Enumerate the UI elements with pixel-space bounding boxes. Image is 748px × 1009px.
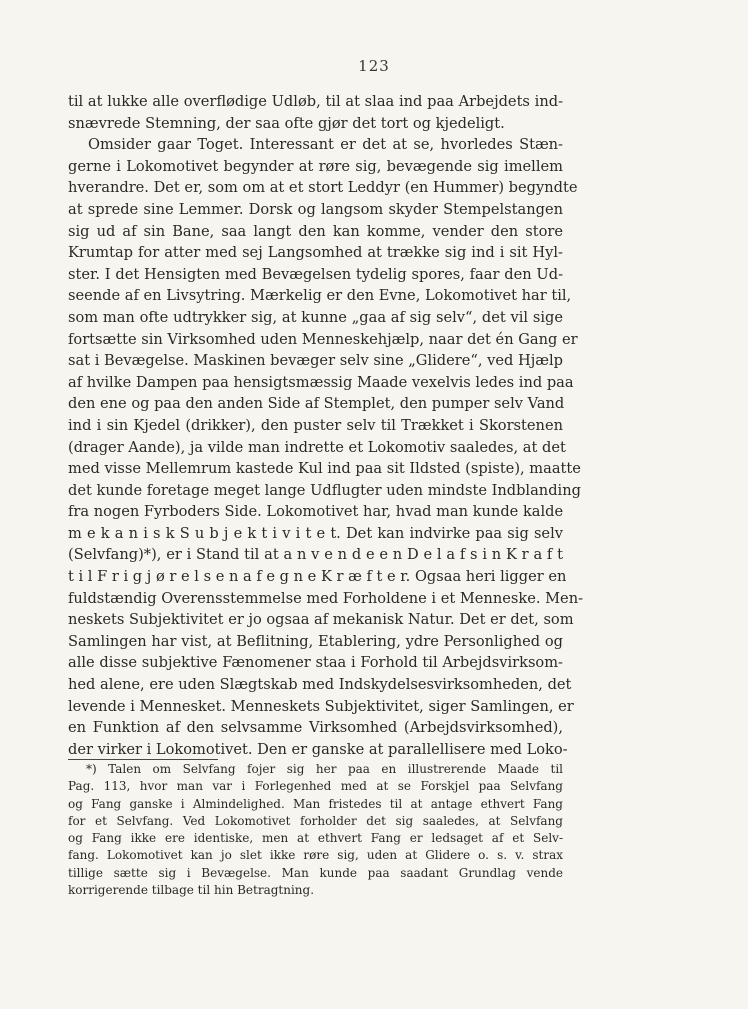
footnote-line: fang. Lokomotivet kan jo slet ikke røre sig, uden at Glidere o. s. v. strax [68, 848, 563, 863]
body-line: t i l F r i g j ø r e l s e n a f e g n e K r æ f t e r. Ogsaa heri ligger en [68, 568, 567, 586]
body-line: sig ud af sin Bane, saa langt den kan komme, vender den store [68, 222, 563, 240]
body-line: som man ofte udtrykker sig, at kunne „gaa af sig selv“, det vil sige [68, 308, 563, 326]
footnote-line: for et Selvfang. Ved Lokomotivet forholder det sig saaledes, at Selvfang [68, 813, 563, 828]
body-line: fra nogen Fyrboders Side. Lokomotivet har, hvad man kunde kalde [68, 503, 564, 521]
body-line: (Selvfang)*), er i Stand til at a n v e n d e e n D e l a f s i n K r a f t [68, 546, 563, 564]
body-line: seende af en Livsytring. Mærkelig er den Evne, Lokomotivet har til, [68, 287, 572, 305]
body-line: at sprede sine Lemmer. Dorsk og langsom skyder Stempelstangen [68, 200, 563, 218]
body-line: fortsætte sin Virksomhed uden Menneskehjælp, naar det én Gang er [68, 330, 578, 348]
body-line: en Funktion af den selvsamme Virksomhed (Arbejdsvirksomhed), [68, 719, 563, 737]
body-line: med visse Mellemrum kastede Kul ind paa sit Ildsted (spiste), maatte [68, 460, 581, 478]
body-line: Krumtap for atter med sej Langsomhed at trække sig ind i sit Hyl- [68, 244, 563, 262]
body-line: Samlingen har vist, at Beflitning, Etablering, ydre Personlighed og [68, 632, 563, 650]
footnote-divider [68, 759, 218, 760]
body-line: alle disse subjektive Fænomener staa i Forhold til Arbejdsvirksom- [68, 654, 563, 672]
body-line: hed alene, ere uden Slægtskab med Indskydelsesvirksomheden, det [68, 676, 572, 694]
body-line: der virker i Lokomotivet. Den er ganske at parallellisere med Loko- [68, 740, 568, 758]
footnotes [68, 761, 563, 899]
body-line: snævrede Stemning, der saa ofte gjør det tort og kjedeligt. [68, 114, 505, 132]
body-line: neskets Subjektivitet er jo ogsaa af mekanisk Natur. Det er det, som [68, 611, 574, 629]
body-line: Omsider gaar Toget. Interessant er det at se, hvorledes Stæn- [88, 136, 563, 154]
body-line: hverandre. Det er, som om at et stort Leddyr (en Hummer) begyndte [68, 179, 578, 197]
body-line: af hvilke Dampen paa hensigtsmæssig Maade vexelvis ledes ind paa [68, 373, 574, 391]
footnote-line: tillige sætte sig i Bevægelse. Man kunde paa saadant Grundlag vende [68, 865, 563, 880]
footnote-line: *) Talen om Selvfang fojer sig her paa en illustrerende Maade til [86, 762, 563, 776]
body-line: levende i Mennesket. Menneskets Subjektivitet, siger Samlingen, er [68, 697, 574, 715]
body-line: sat i Bevægelse. Maskinen bevæger selv sine „Glidere“, ved Hjælp [68, 352, 563, 370]
body-line: m e k a n i s k S u b j e k t i v i t e t. Det kan indvirke paa sig selv [68, 524, 563, 542]
body-line: (drager Aande), ja vilde man indrette et Lokomotiv saaledes, at det [68, 438, 566, 456]
footnote-line: og Fang ikke ere identiske, men at ethvert Fang er ledsaget af et Selv- [68, 831, 563, 846]
body-line: fuldstændig Overensstemmelse med Forholdene i et Menneske. Men- [68, 589, 584, 607]
body-line: ster. I det Hensigten med Bevægelsen tydelig spores, faar den Ud- [68, 265, 563, 283]
body-text [68, 91, 584, 760]
page-number: 123 [358, 57, 390, 75]
body-line: gerne i Lokomotivet begynder at røre sig, bevægende sig imellem [68, 157, 563, 175]
body-line: den ene og paa den anden Side af Stemplet, den pumper selv Vand [68, 395, 565, 413]
footnote-line: korrigerende tilbage til hin Betragtning. [68, 883, 315, 898]
body-line: det kunde foretage meget lange Udflugter uden mindste Indblanding [68, 481, 581, 499]
body-line: ind i sin Kjedel (drikker), den puster selv til Trækket i Skorstenen [68, 416, 563, 434]
body-line: til at lukke alle overflødige Udløb, til at slaa ind paa Arbejdets ind- [68, 93, 563, 110]
footnote-line: Pag. 113, hvor man var i Forlegenhed med at se Forskjel paa Selvfang [68, 779, 563, 794]
footnote-line: og Fang ganske i Almindelighed. Man fristedes til at antage ethvert Fang [68, 796, 563, 811]
